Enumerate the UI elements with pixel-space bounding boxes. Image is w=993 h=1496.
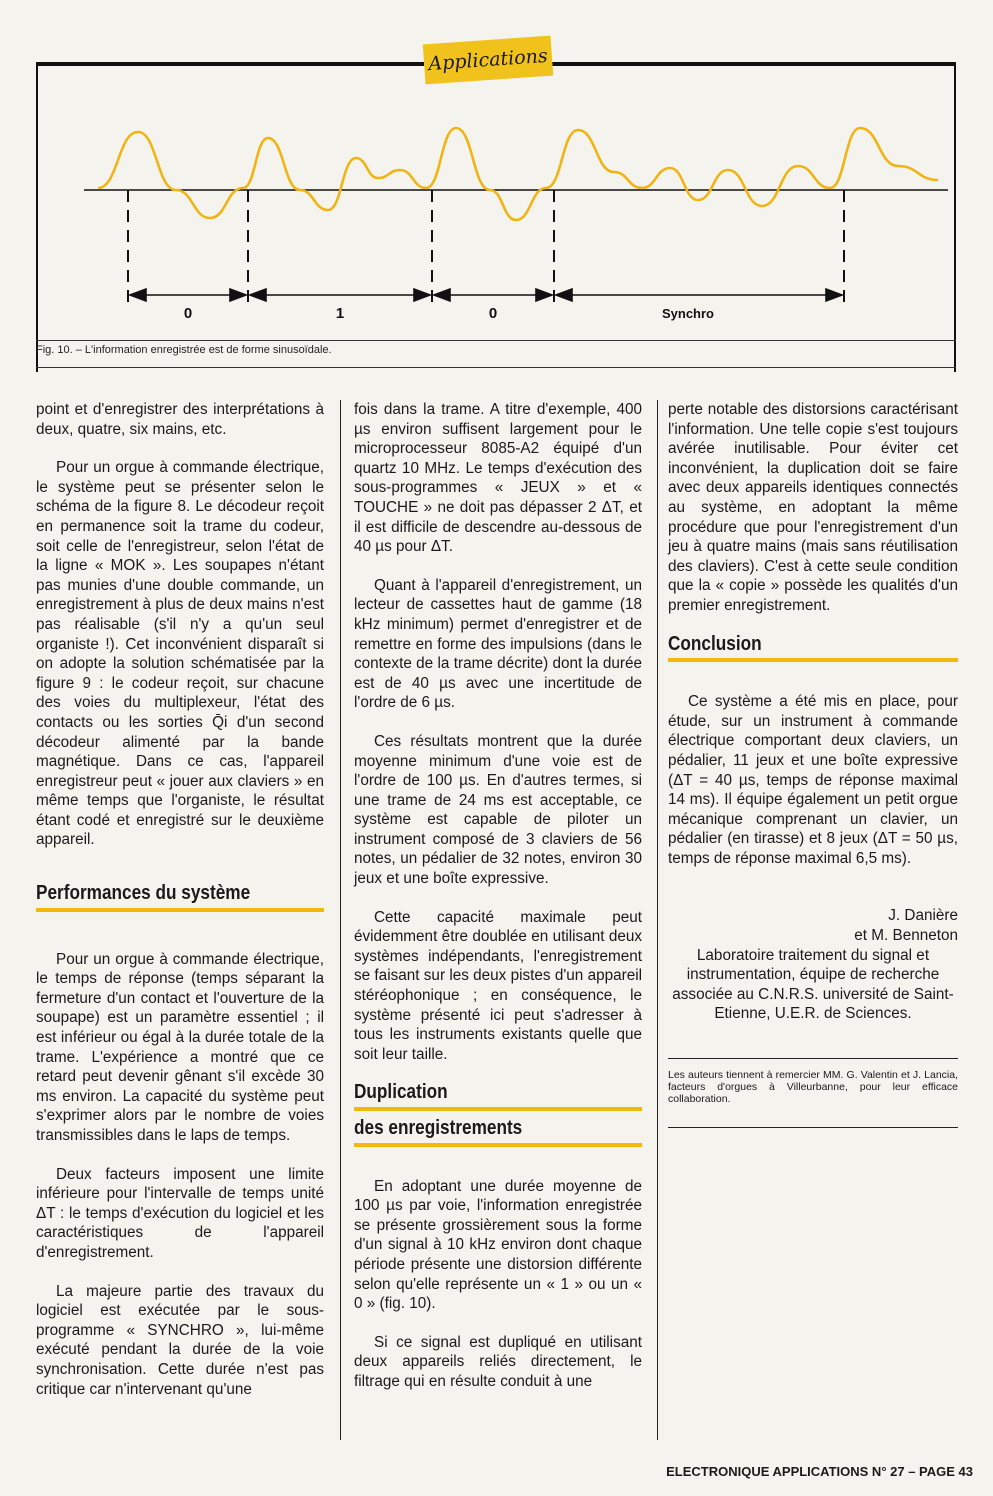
paragraph: Pour un orgue à commande électrique, le temps de réponse (temps séparant la fermeture d'un contact et l'ouverture de la soupape) est un paramètre essentiel ; il est inférieur ou égal à la durée totale de la trame. L'expérience a montré que ce retard peut devenir gênant s'il excède 30 ms environ. La capacité du système peut s'exprimer alors par le nombre de voies transmissibles dans le laps de temps. — [36, 950, 324, 1144]
paragraph: fois dans la trame. A titre d'exemple, 400 µs environ suffisent largement pour le microprocesseur 8085-A2 équipé d'un quartz 10 MHz. Le temps d'exécution des sous-programmes « JEUX » et « TOUCHE » ne doit pas dépasser 2 ΔT, et il est difficile de descendre au-dessous de 40 µs pour ΔT. — [354, 401, 642, 556]
paragraph: Pour un orgue à commande électrique, le système peut se présenter selon le schéma de la figure 8. Le décodeur reçoit en permanence soit la trame du codeur, soit celle de l'enregistreur, selon l'état de la ligne « MOK ». Les soupapes n'étant pas munies d'une double commande, un enregistrement à plus de deux mains n'est pas réalisable (s'il n'y a qu'un seul organiste !). Cet inconvénient disparaît si on adopte la solution schématisée par la figure 9 : le codeur reçoit, sur chacune des voies du multiplexeur, l'état des contacts ou les sorties Q̄i d'un second décodeur alimenté par la bande magnétique. Dans ce cas, l'appareil enregistreur peut « jouer aux claviers » en même temps que l'organiste, le résultat étant codé et enregistré sur le deuxième appareil. — [36, 459, 324, 849]
arrow-head — [826, 289, 842, 301]
sine-wave — [98, 128, 938, 220]
column-1 — [36, 400, 324, 1418]
column-3 — [668, 400, 958, 1128]
figure-caption: Fig. 10. – L'information enregistrée est de forme sinusoïdale. — [36, 344, 332, 356]
heading-accent-bar — [354, 1143, 642, 1147]
acknowledgement: Les auteurs tiennent à remercier MM. G. Valentin et J. Lancia, facteurs d'orgues à Villeurbanne, pour leur efficace collaboration. — [668, 1069, 958, 1106]
paragraph: Deux facteurs imposent une limite inférieure pour l'intervalle de temps unité ΔT : le temps d'exécution du logiciel et les caractéristiques de l'appareil d'enregistrement. — [36, 1165, 324, 1261]
ack-rule-bottom — [668, 1127, 958, 1128]
paragraph: Ces résultats montrent que la durée moyenne minimum d'une voie est de l'ordre de 100 µs. En d'autres termes, si une trame de 24 ms est acceptable, ce système est capable de piloter un instrument composé de 3 claviers de 56 notes, un pédalier de 32 notes, environ 30 jeux et une boîte expressive. — [354, 732, 642, 888]
arrow-head — [536, 289, 552, 301]
header-rule-left — [36, 62, 424, 66]
heading-accent-bar — [354, 1107, 642, 1111]
figure-10-waveform — [38, 70, 954, 370]
paragraph: La majeure partie des travaux du logiciel est exécutée par le sous-programme « SYNCHRO », lui-même exécuté pendant la durée de la voie synchronisation. Cette durée n'est pas critique car n'intervenant qu'une — [36, 1282, 324, 1398]
label-synchro: Synchro — [661, 306, 715, 321]
section-heading-line2: des enregistrements — [354, 1117, 523, 1139]
column-divider — [340, 400, 341, 1440]
paragraph: Quant à l'appareil d'enregistrement, un lecteur de cassettes haut de gamme (18 kHz minimum) permet d'enregistrer et de remettre en forme des impulsions (dans le contexte de la trame décrite) dont la durée est de 40 µs avec une incertitude de l'ordre de 6 µs. — [354, 576, 642, 712]
caption-rule-bottom — [36, 367, 956, 368]
affiliation: Laboratoire traitement du signal et instrumentation, équipe de recherche associée au C.N.R.S. université de Saint-Etienne, U.E.R. de Sciences. — [672, 946, 954, 1023]
arrow-head — [414, 289, 430, 301]
author-name: J. Danière — [888, 907, 958, 925]
heading-accent-bar — [668, 658, 958, 662]
interval-arrows — [130, 289, 842, 301]
page-footer: ELECTRONIQUE APPLICATIONS N° 27 – PAGE 43 — [666, 1464, 973, 1479]
header-rule-right — [552, 62, 956, 66]
label-0-first: 0 — [183, 305, 193, 322]
section-heading: Conclusion — [668, 632, 762, 655]
heading-accent-bar — [36, 908, 324, 912]
label-0-second: 0 — [488, 305, 498, 322]
paragraph: perte notable des distorsions caractérisant l'information. Une telle copie s'est toujours avérée inutilisable. Pour éviter cet inconvénient, la duplication doit se faire avec deux appareils identiques connectés au système, en adoptant la même procédure que pour l'enregistrement d'un jeu à quatre mains (mais sans réutilisation des claviers). C'est à cette seule condition que la « copie » possède les qualités d'un premier enregistrement. — [668, 401, 958, 614]
paragraph: Ce système a été mis en place, pour étude, sur un instrument à commande électrique comportant deux claviers, un pédalier, 11 jeux et une boîte expressive (ΔT = 40 µs, temps de réponse maximal 14 ms). Il équipe également un petit orgue mécanique comprenant un clavier, un pédalier (en tirasse) et 8 jeux (ΔT = 50 µs, temps de réponse maximal 6,5 ms). — [668, 693, 958, 867]
section-banner: Applications — [423, 36, 553, 85]
byline — [668, 906, 958, 1024]
arrow-head — [130, 289, 146, 301]
column-2 — [354, 400, 642, 1411]
label-1: 1 — [335, 305, 345, 322]
arrow-head — [230, 289, 246, 301]
section-heading-block — [668, 632, 958, 663]
paragraph: Si ce signal est dupliqué en utilisant deux appareils reliés directement, le filtrage qui en résulte conduit à une — [354, 1333, 642, 1390]
section-heading-block — [354, 1083, 642, 1146]
section-heading: Duplication — [354, 1081, 448, 1104]
paragraph: En adoptant une durée moyenne de 100 µs par voie, l'information enregistrée se présente grossièrement sous la forme d'un signal à 10 kHz environ dont chaque période présente une distorsion différente selon qu'elle représente un « 1 » ou un « 0 » (fig. 10). — [354, 1177, 642, 1313]
paragraph: point et d'enregistrer des interprétations à deux, quatre, six mains, etc. — [36, 401, 324, 438]
figure-frame-right — [954, 62, 956, 372]
marker-lines — [128, 190, 844, 302]
ack-rule-top — [668, 1058, 958, 1059]
section-heading: Performances du système — [36, 882, 251, 905]
column-divider — [657, 400, 658, 1440]
section-heading-block — [36, 884, 324, 912]
paragraph: Cette capacité maximale peut évidemment être doublée en utilisant deux systèmes indépendants, l'enregistrement se faisant sur les deux pistes d'un appareil stéréophonique ; en conséquence, le système présenté ici peut s'adresser à tous les instruments existants quelle que soit leur taille. — [354, 908, 642, 1063]
caption-rule-top — [36, 340, 956, 341]
author-name: et M. Benneton — [854, 927, 958, 945]
